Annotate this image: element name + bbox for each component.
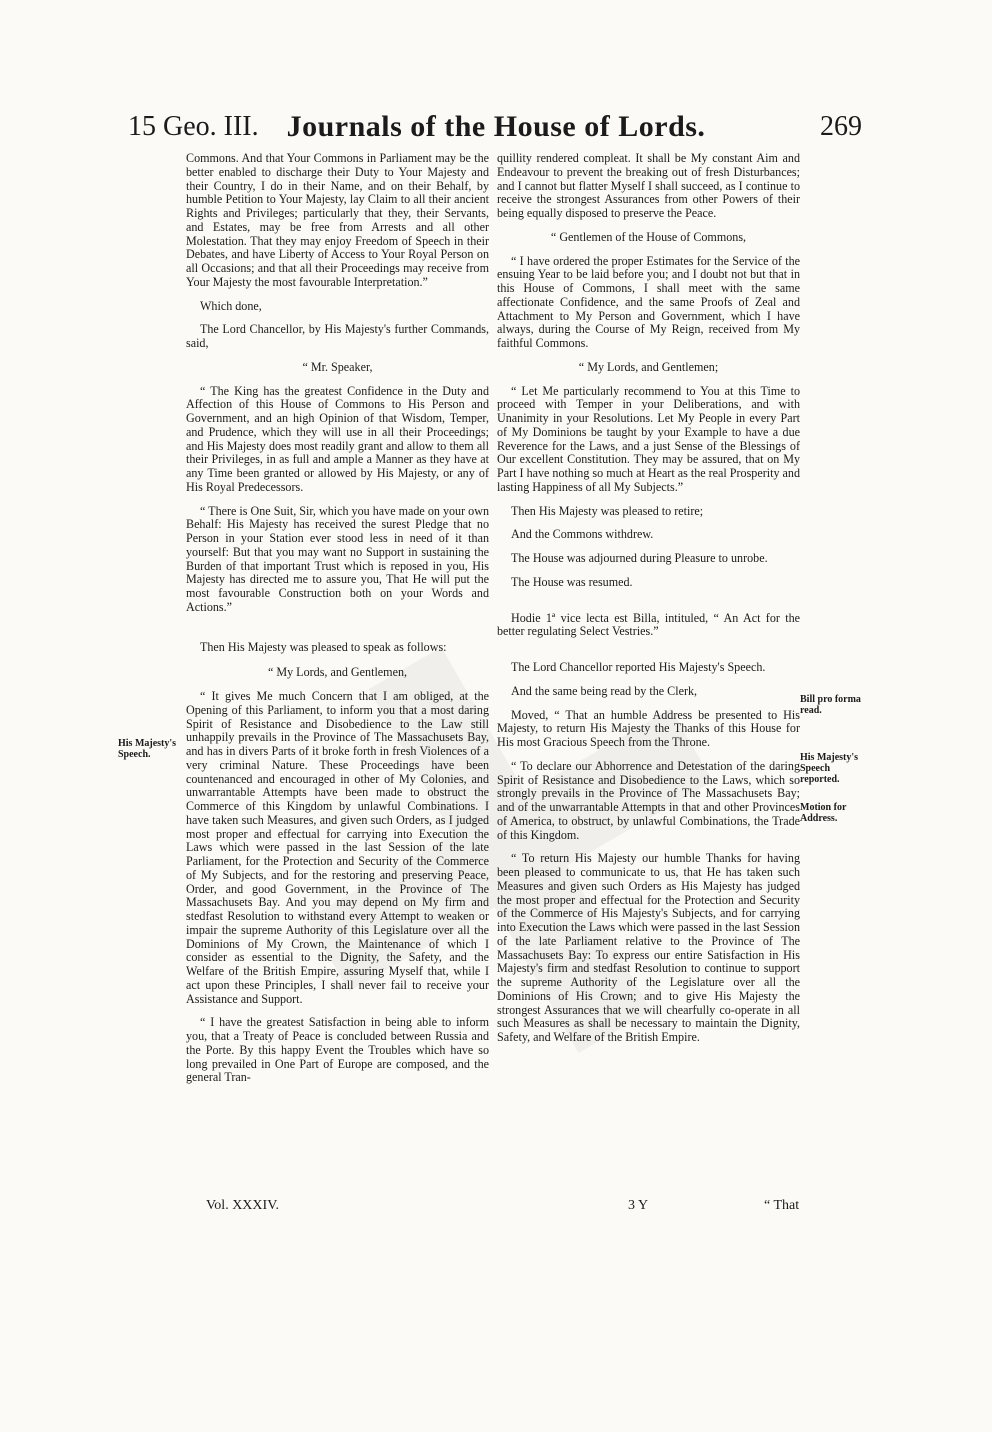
speech-paragraph: quillity rendered compleat. It shall be My constant Aim and Endeavour to prevent the breaking out of fresh Disturbances; and I cannot but flatter Myself I shall succeed, as I continue to receive the strongest Assurances from other Powers of their being equally disposed to preserve the Peace. [497, 151, 800, 220]
speech-paragraph: “ I have the greatest Satisfaction in being able to inform you, that a Treaty of Peace is concluded between Russia and the Porte. By this happy Event the Troubles which have so long prevailed in One Part of Europe are composed, and the general Tran- [186, 1015, 489, 1085]
margin-note-speech-reported: His Majesty's Speech reported. [800, 752, 859, 785]
salutation: “ Mr. Speaker, [302, 359, 373, 374]
paragraph: “ There is One Suit, Sir, which you have made on your own Behalf: His Majesty has received the surest Pledge that no Person in your Station ever stood less in need of it than yourself: But that you may want no Support in sustaining the Burden of that important Trust which is reposed in you, His Majesty has directed me to assure you, That He will put the most favourable Construction both on your Words and Actions.” [186, 503, 489, 614]
page-number: 269 [820, 111, 862, 142]
paragraph: Which done, [200, 298, 262, 313]
regnal-year: 15 Geo. III. [128, 111, 259, 142]
paragraph: Commons. And that Your Commons in Parliament may be the better enabled to discharge their Duty to Your Majesty and their Country, I do in their Name, and on their Behalf, by humble Petition to Your Majesty, lay Claim to all their ancient Rights and Privileges; particularly that they, their Servants, and Estates, may be free from Arrests and all other Molestation. That they may enjoy Freedom of Speech in their Debates, and have Liberty of Access to Your Royal Person on all Occasions; and that all their Proceedings may receive from Your Majesty the most favourable Interpretation.” [186, 151, 489, 289]
motion-paragraph: “ To return His Majesty our humble Thanks for having been pleased to communicate to us, that He has taken such Measures and given such Orders as His Majesty has judged the most proper and effectual for the Protection and Security of the Commerce of His Majesty's Subjects, and for carrying into Execution the Laws which were passed in the last Session of the late Parliament relative to the Province of The Massachusets Bay: To express our entire Satisfaction in His Majesty's firm and stedfast Resolution to continue to support the supreme Authority of the Legislature over all the Dominions of His Crown; and to give His Majesty the strongest Assurances that we will chearfully co-operate in all such Measures as shall be necessary to maintain the Dignity, Safety, and Welfare of the British Empire. [497, 851, 800, 1044]
paragraph: Then His Majesty was pleased to speak as follows: [200, 639, 447, 654]
paragraph: “ The King has the greatest Confidence in the Duty and Affection of this House of Commons to His Person and Government, and an high Opinion of that Wisdom, Temper, and Prudence, which they will use in all their Proceedings; and His Majesty does most readily grant and allow to them all their Privileges, in as full and ample a Manner as they have at any Time been granted or allowed by His Majesty, or any of His Royal Predecessors. [186, 383, 489, 494]
margin-note-motion-address: Motion for Address. [800, 802, 847, 824]
signature-mark: 3 Y [628, 1198, 649, 1213]
journal-title: Journals of the House of Lords. [286, 110, 706, 143]
motion-paragraph: “ To declare our Abhorrence and Detestation of the daring Spirit of Resistance and Disobedience to the Laws, which so strongly prevails in the Province of The Massachusets Bay; and of the unwarrantable Attempts in that and other Provinces of America, to obstruct, by unlawful Combinations, the Trade of this Kingdom. [497, 758, 800, 842]
proceeding: And the same being read by the Clerk, [511, 683, 698, 698]
proceeding: The Lord Chancellor reported His Majesty's Speech. [511, 660, 766, 674]
motion-paragraph: Moved, “ That an humble Address be presented to His Majesty, to return His Majesty the Thanks of this House for His most Gracious Speech from the Throne. [497, 707, 800, 749]
paragraph: The Lord Chancellor, by His Majesty's further Commands, said, [186, 322, 489, 350]
volume-number: Vol. XXXIV. [206, 1198, 279, 1213]
catchword: “ That [764, 1198, 800, 1213]
proceeding: The House was resumed. [511, 574, 633, 589]
margin-note-majesty-speech: His Majesty's Speech. [118, 738, 177, 760]
speech-paragraph: “ I have ordered the proper Estimates for the Service of the ensuing Year to be laid before you; and I doubt not but that in this House of Commons, I shall meet with the same affectionate Confidence, and the same Proofs of Zeal and Attachment to My Person and Government, which I have always, during the Course of My Reign, received from My faithful Commons. [497, 253, 800, 350]
salutation: “ Gentlemen of the House of Commons, [550, 229, 747, 244]
salutation: “ My Lords, and Gentlemen, [267, 665, 408, 680]
margin-note-bill-pro-forma: Bill pro forma read. [800, 694, 861, 716]
speech-paragraph: “ Let Me particularly recommend to You at this Time to proceed with Temper in your Deliberations, and with Unanimity in your Resolutions. Let My People in every Part of My Dominions be taught by your Example to have a due Reverence for the Laws, and a just Sense of the Blessings of Our excellent Constitution. They may be assured, that on My Part I have nothing so much at Heart as the real Prosperity and lasting Happiness of all My Subjects.” [497, 383, 800, 494]
proceeding: The House was adjourned during Pleasure to unrobe. [511, 551, 768, 565]
bill-reading: Hodie 1ª vice lecta est Billa, intituled, “ An Act for the better regulating Select Vestries.” [497, 610, 800, 639]
salutation: “ My Lords, and Gentlemen; [578, 359, 719, 374]
proceeding: And the Commons withdrew. [511, 527, 654, 542]
speech-paragraph: “ It gives Me much Concern that I am obliged, at the Opening of this Parliament, to inform you that a most daring Spirit of Resistance and Disobedience to the Law still unhappily prevails in the Province of The Massachusets Bay, and has in divers Parts of it broke forth in fresh Violences of a very criminal Nature. These Proceedings have been countenanced and encouraged in other of My Colonies, and unwarrantable Attempts have been made to obstruct the Commerce of this Kingdom by unlawful Combinations. I have taken such Measures, and given such Orders, as I judged most proper and effectual for carrying into Execution the Laws which were passed in the last Session of the late Parliament, for the Protection and Security of the Commerce of My Subjects, and for the restoring and preserving Peace, Order, and good Government, in the Province of The Massachusets Bay. And you may depend on My firm and stedfast Resolution to withstand every Attempt to weaken or impair the supreme Authority of this Legislature over all the Dominions of My Crown, the Maintenance of which I consider as essential to the Dignity, the Safety, and the Welfare of the British Empire, assuring Myself that, while I act upon these Principles, I shall never fail to receive your Assistance and Support. [186, 689, 489, 1006]
right-column [497, 152, 800, 1055]
proceeding: Then His Majesty was pleased to retire; [511, 503, 704, 518]
left-column [186, 152, 489, 1095]
